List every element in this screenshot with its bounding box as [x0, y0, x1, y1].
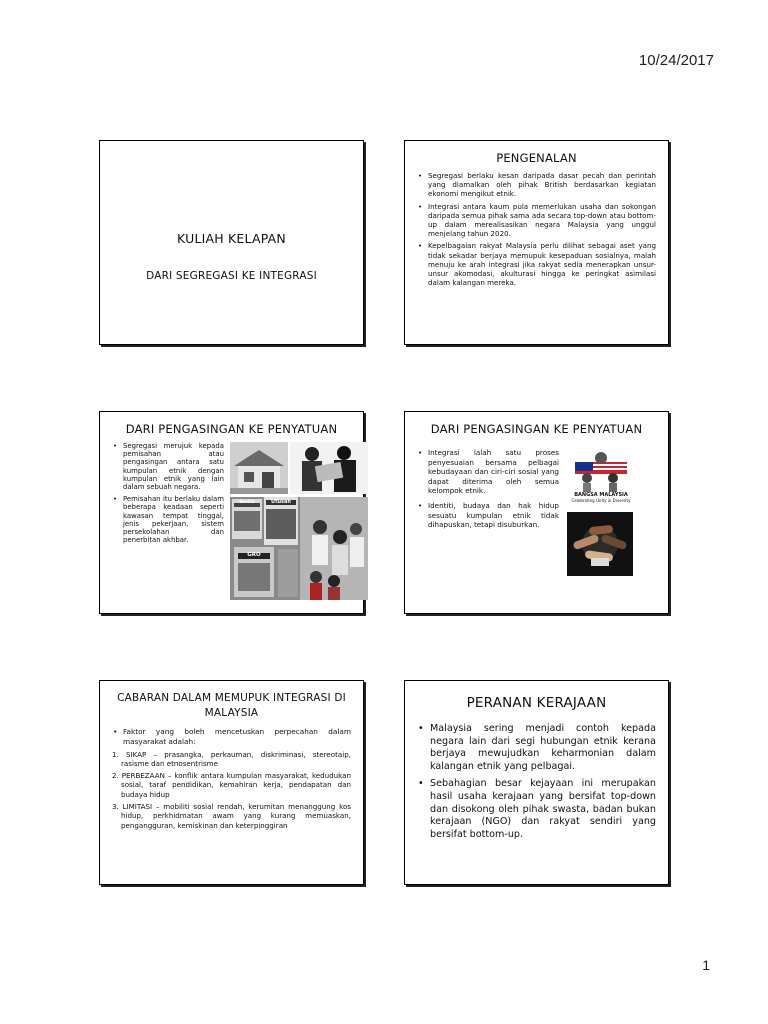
item-text: – konflik antara kumpulan masyarakat, kedudukan sosial, taraf pendidikan, kemahiran kerja, pendapatan dan budaya hidup — [121, 770, 351, 799]
bullet-list — [417, 448, 559, 530]
slide-heading: DARI PENGASINGAN KE PENYATUAN — [430, 422, 643, 436]
item-number: 1. — [112, 749, 119, 759]
item-number: 3. — [112, 801, 119, 811]
newspaper-sign-label: Berita — [239, 500, 255, 505]
bullet-item: • Integrasi antara kaum pula memerlukan usaha dan sokongan daripada semua pihak sama ada secara top-down atau bottom-up dalam merealisasikan negara Malaysia yang unggul menjelang tahun 2020. — [417, 202, 656, 239]
item-text: – mobiliti sosial rendah, kerumitan menanggung kos hidup, perkhidmatan awam yang kurang memuaskan, pengangguran, kemiskinan dan keterpinggiran — [121, 801, 351, 830]
item-text: – prasangka, perkauman, diskriminasi, stereotaip, rasisme dan etnosentrisme — [121, 749, 351, 769]
slide-heading: PERANAN KERAJAAN — [466, 695, 607, 711]
list-item — [112, 802, 351, 831]
bangsa-malaysia-poster — [569, 448, 633, 506]
slide-title-subheading: DARI SEGREGASI KE INTEGRASI — [146, 270, 317, 282]
unity-hands-photo — [567, 512, 633, 576]
slide-title-heading: KULIAH KELAPAN — [177, 231, 286, 246]
slide-pengenalan — [404, 140, 669, 345]
numbered-list — [112, 750, 351, 831]
newspapers-school-photo — [230, 497, 368, 600]
slide-heading: DARI PENGASINGAN KE PENYATUAN — [125, 422, 338, 436]
slide-integrasi — [404, 411, 669, 614]
bullet-item: • Faktor yang boleh mencetuskan perpecahan dalam masyarakat adalah: — [112, 727, 351, 747]
bullet-list — [112, 727, 351, 747]
poster-title: BANGSA MALAYSIA — [574, 492, 628, 498]
bullet-item: • Integrasi ialah satu proses penyesuaian bersama pelbagai kebudayaan dan ciri-ciri sosial yang dapat diterima oleh semua kelompok etnik. — [417, 448, 559, 496]
bullet-list — [112, 442, 224, 544]
slide-title — [99, 140, 364, 345]
page-number: 1 — [702, 957, 710, 973]
bullet-item: • Malaysia sering menjadi contoh kepada negara lain dari segi hubungan etnik kerana berjaya mewujudkan keharmonian dalam kalangan etnik yang pelbagai. — [417, 723, 656, 773]
item-heading: LIMITASI — [122, 801, 153, 811]
newspaper-sign-label: GRO — [247, 552, 261, 558]
poster-caption: Celebrating Unity in Diversity — [571, 498, 631, 503]
page-date: 10/24/2017 — [638, 52, 714, 69]
workers-photo — [290, 442, 368, 494]
newspaper-sign-label: Utusan — [271, 499, 291, 505]
bullet-item: • Pemisahan itu berlaku dalam beberapa keadaan seperti kawasan tempat tinggal, jenis pekerjaan, sistem persekolahan dan penerbitan akhbar. — [112, 495, 224, 544]
list-item — [112, 750, 351, 769]
slide-segregasi — [99, 411, 364, 614]
item-number: 2. — [112, 770, 119, 780]
item-heading: SIKAP — [126, 749, 147, 759]
bullet-item: • Kepelbagaian rakyat Malaysia perlu dilihat sebagai aset yang tidak sekadar berjaya memupuk kesepaduan sosialnya, malah menuju ke arah integrasi jika rakyat sedia menerapkan unsur-unsur akomodasi, akulturasi hingga ke peringkat asimilasi dalam kalangan mereka. — [417, 241, 656, 287]
bullet-list — [417, 723, 656, 841]
slide-peranan-kerajaan — [404, 680, 669, 885]
item-heading: PERBEZAAN — [121, 770, 165, 780]
slide-heading: PENGENALAN — [496, 151, 577, 165]
bullet-item: • Sebahagian besar kejayaan ini merupakan hasil usaha kerajaan yang bersifat top-down dan disokong oleh pihak swasta, badan bukan kerajaan (NGO) dan rakyat sendiri yang bersifat bottom-up. — [417, 778, 656, 841]
bullet-item: • Segregasi berlaku kesan daripada dasar pecah dan perintah yang diamalkan oleh pihak British berdasarkan kegiatan ekonomi mengikut etnik. — [417, 171, 656, 199]
bullet-item: • Segregasi merujuk kepada pemisahan atau pengasingan antara satu kumpulan etnik dengan kumpulan etnik yang lain dalam sebuah negara. — [112, 442, 224, 491]
bullet-list — [417, 171, 656, 287]
slide-heading: CABARAN DALAM MEMUPUK INTEGRASI DI MALAYSIA — [117, 692, 346, 719]
list-item — [112, 771, 351, 800]
bullet-item: • Identiti, budaya dan hak hidup sesuatu kumpulan etnik tidak dihapuskan, tetapi disuburkan. — [417, 501, 559, 530]
slide-cabaran — [99, 680, 364, 885]
house-photo — [230, 442, 288, 494]
